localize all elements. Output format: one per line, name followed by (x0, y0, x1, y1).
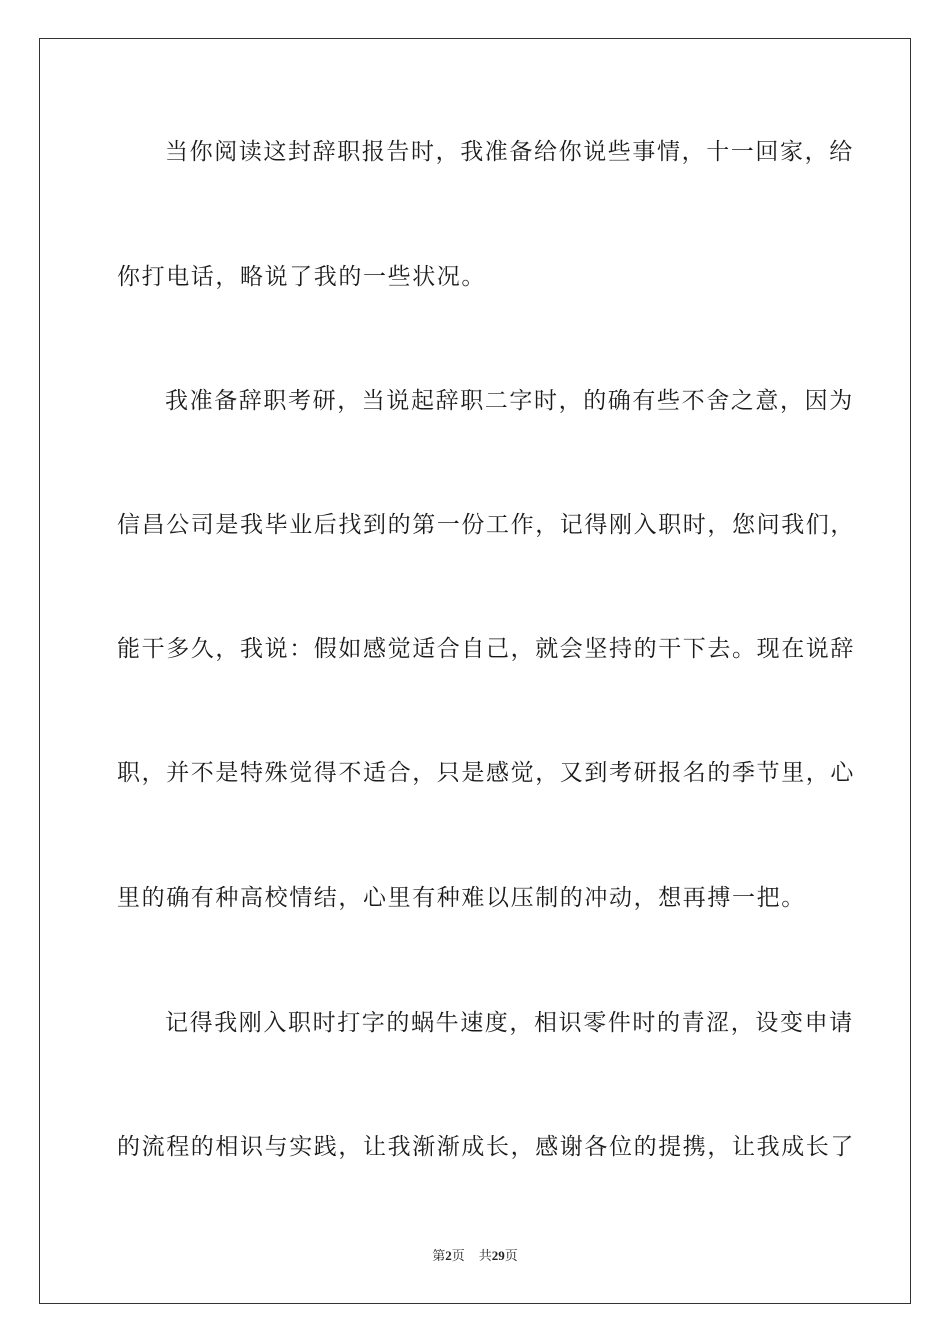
paragraph-1-line-2: 你打电话，略说了我的一些状况。 (117, 264, 486, 290)
total-label-prefix: 共 (478, 1248, 492, 1263)
paragraph-3-line-2: 的流程的相识与实践，让我渐渐成长，感谢各位的提携，让我成长了 (117, 1134, 855, 1160)
paragraph-2-line-5: 里的确有种高校情结，心里有种难以压制的冲动，想再搏一把。 (117, 885, 806, 911)
page-label-prefix: 第 (432, 1248, 446, 1263)
paragraph-2-line-2: 信昌公司是我毕业后找到的第一份工作，记得刚入职时，您问我们， (117, 512, 855, 538)
total-pages: 29 (491, 1248, 505, 1263)
paragraph-2-line-1: 我准备辞职考研，当说起辞职二字时，的确有些不舍之意，因为 (165, 388, 854, 414)
page-footer (0, 1247, 950, 1265)
page-border (39, 38, 911, 1304)
paragraph-2-line-4: 职，并不是特殊觉得不适合，只是感觉，又到考研报名的季节里，心 (117, 760, 855, 786)
page-number: 2 (445, 1248, 452, 1263)
paragraph-1-line-1: 当你阅读这封辞职报告时，我准备给你说些事情，十一回家，给 (165, 139, 854, 165)
page-label-suffix: 页 (451, 1248, 465, 1263)
paragraph-3-line-1: 记得我刚入职时打字的蜗牛速度，相识零件时的青涩，设变申请 (165, 1010, 854, 1036)
paragraph-2-line-3: 能干多久，我说：假如感觉适合自己，就会坚持的干下去。现在说辞 (117, 636, 855, 662)
total-label-suffix: 页 (504, 1248, 518, 1263)
